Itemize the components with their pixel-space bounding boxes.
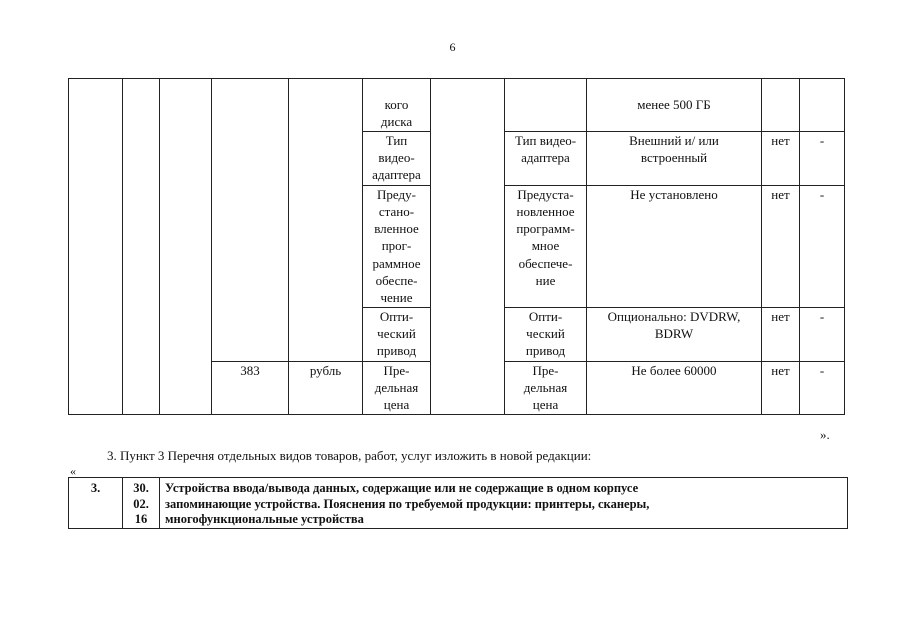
property-cell (505, 307, 587, 361)
product-description-cell (160, 478, 848, 529)
blank-cell (123, 79, 160, 415)
okpd-code-cell (123, 478, 160, 529)
cell-line: Пре- (532, 362, 559, 378)
flag-cell: нет (762, 185, 800, 307)
cell-line: дельная (374, 379, 419, 395)
cell-line: чение (380, 290, 413, 306)
flag-cell: нет (762, 361, 800, 414)
cell-line: Внешний и/ или (629, 132, 719, 148)
flag-cell: нет (762, 131, 800, 185)
dash-cell: - (800, 131, 845, 185)
cell-line: BDRW (654, 325, 694, 341)
property-cell (505, 361, 587, 414)
blank-cell (160, 79, 212, 415)
value-cell (587, 79, 762, 132)
cell-line: 16 (134, 512, 148, 526)
cell-line: Устройства ввода/вывода данных, содержащие или не содержащие в одном корпусе (165, 481, 639, 495)
cell-line: диска (380, 114, 413, 130)
blank-cell (289, 79, 363, 362)
closing-quote: ». (820, 427, 830, 442)
dash-cell: - (800, 185, 845, 307)
page-number: 6 (449, 40, 456, 54)
value-cell (587, 361, 762, 414)
dash-cell: - (800, 307, 845, 361)
cell-line: Пре- (383, 362, 410, 378)
cell-line: новленное (516, 203, 575, 219)
cell-line: ние (535, 273, 556, 289)
cell-line: Не установлено (630, 186, 718, 202)
dash-cell: - (800, 361, 845, 414)
cell-line: запоминающие устройства. Пояснения по требуемой продукции: принтеры, сканеры, (165, 496, 650, 511)
product-item-table (68, 477, 848, 529)
item-number-cell: 3. (69, 478, 123, 529)
property-cell (505, 185, 587, 307)
cell-line: прог- (381, 238, 412, 254)
cell-line: мное (531, 238, 560, 254)
cell-line: ческий (526, 325, 565, 341)
cell-line: дельная (523, 379, 568, 395)
specification-table (68, 78, 845, 415)
cell-line: привод (376, 343, 417, 359)
amendment-paragraph: 3. Пункт 3 Перечня отдельных видов товаров, работ, услуг изложить в новой редакции: (107, 448, 592, 463)
characteristic-name-cell (363, 307, 431, 361)
cell-line: обеспе- (375, 273, 418, 289)
cell-line: стано- (378, 203, 415, 219)
blank-cell (505, 79, 587, 132)
cell-line: адаптера (372, 167, 421, 183)
cell-line: Опти- (379, 308, 414, 324)
blank-cell (762, 79, 800, 132)
property-cell (505, 131, 587, 185)
cell-line: 30. (133, 481, 149, 495)
cell-line: привод (525, 343, 566, 359)
cell-line: раммное (372, 255, 421, 271)
cell-line: цена (383, 397, 410, 413)
value-cell (587, 307, 762, 361)
cell-line: Тип видео- (514, 132, 577, 148)
cell-line: 02. (133, 496, 149, 511)
blank-cell (800, 79, 845, 132)
opening-quote: « (70, 464, 76, 478)
cell-line: обеспече- (518, 255, 573, 271)
table-row (69, 79, 845, 132)
characteristic-name-cell (363, 185, 431, 307)
unit-name-cell: рубль (289, 361, 363, 414)
value-cell (587, 131, 762, 185)
cell-line: кого (384, 97, 409, 112)
cell-line: программ- (516, 221, 575, 237)
cell-line: многофункциональные устройства (165, 512, 364, 526)
cell-line: Предуста- (517, 186, 574, 202)
blank-cell (431, 79, 505, 415)
value-cell (587, 185, 762, 307)
cell-line: менее 500 ГБ (637, 97, 711, 112)
blank-cell (212, 79, 289, 362)
cell-line: Опционально: DVDRW, (607, 308, 741, 324)
cell-line: адаптера (521, 149, 570, 165)
unit-code-cell: 383 (212, 361, 289, 414)
characteristic-name-cell (363, 79, 431, 132)
blank-cell (69, 79, 123, 415)
cell-line: вленное (374, 221, 419, 237)
cell-line: цена (532, 397, 559, 413)
table-row (69, 478, 848, 529)
cell-line: видео- (378, 149, 415, 165)
cell-line: Не более 60000 (631, 362, 717, 378)
cell-line: Преду- (377, 186, 416, 202)
cell-line: ческий (377, 325, 416, 341)
cell-line: встроенный (640, 149, 708, 165)
characteristic-name-cell (363, 131, 431, 185)
characteristic-name-cell (363, 361, 431, 414)
cell-line: Опти- (528, 308, 563, 324)
cell-line: Тип (385, 132, 408, 148)
flag-cell: нет (762, 307, 800, 361)
